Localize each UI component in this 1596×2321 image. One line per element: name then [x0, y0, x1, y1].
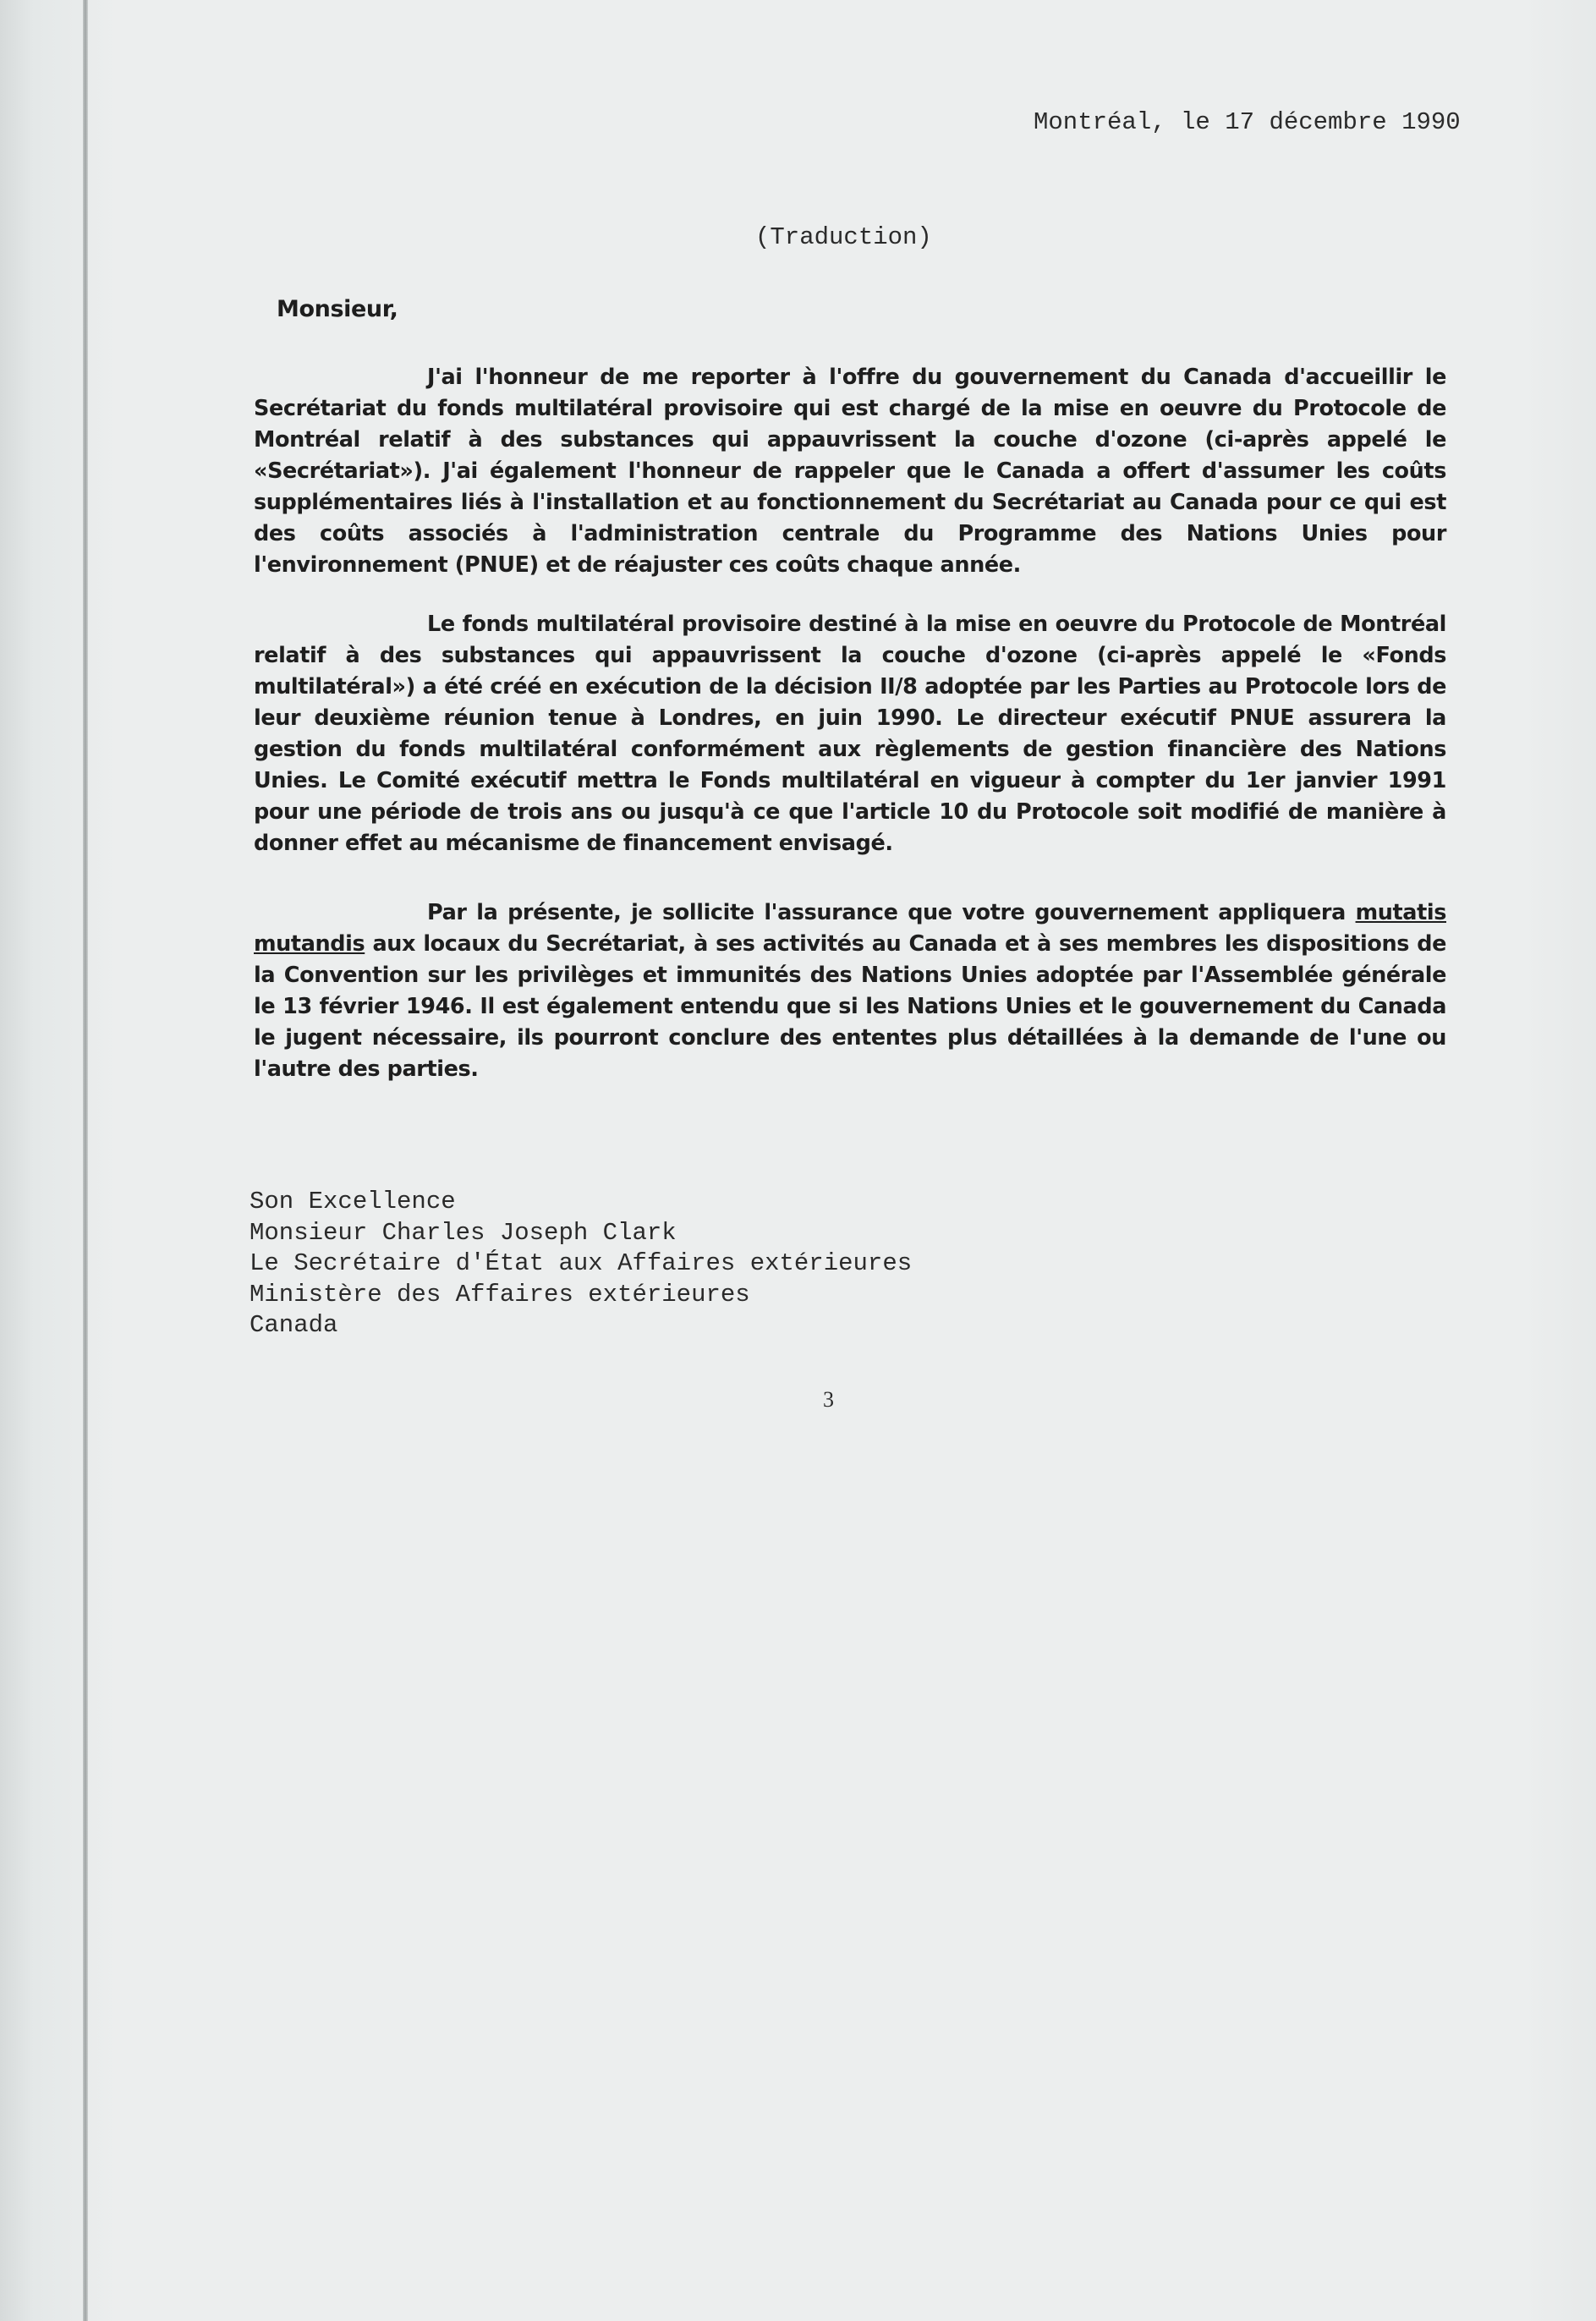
paragraph-3-after: aux locaux du Secrétariat, à ses activités au Canada et à ses membres les dispositions de la Convention sur les privilèges et immunités des Nations Unies adoptée par l'Assemblée générale le 13 février 1946. Il est également entendu que si les Nations Unies et le gouvernement du Canada le jugent nécessaire, ils pourront conclure des ententes plus détaillées à la demande de l'une ou l'autre des parties. — [254, 931, 1446, 1082]
letter-date: Montréal, le 17 décembre 1990 — [1034, 108, 1461, 136]
paragraph-1 — [254, 362, 1446, 581]
paragraph-1-text: J'ai l'honneur de me reporter à l'offre du gouvernement du Canada d'accueillir le Secrétariat du fonds multilatéral provisoire qui est chargé de la mise en oeuvre du Protocole de Montréal relatif à des substances qui appauvrissent la couche d'ozone (ci-après appelé le «Secrétariat»). J'ai également l'honneur de rappeler que le Canada a offert d'assumer les coûts supplémentaires liés à l'installation et au fonctionnement du Secrétariat au Canada pour ce qui est des coûts associés à l'administration centrale du Programme des Nations Unies pour l'environnement (PNUE) et de réajuster ces coûts chaque année. — [254, 365, 1446, 578]
addressee-line: Monsieur Charles Joseph Clark — [250, 1218, 677, 1247]
translation-note: (Traduction) — [755, 223, 932, 251]
page-number: 3 — [823, 1387, 834, 1412]
addressee-line: Ministère des Affaires extérieures — [250, 1280, 750, 1309]
paragraph-2-text: Le fonds multilatéral provisoire destiné à la mise en oeuvre du Protocole de Montréal relatif à des substances qui appauvrissent la couche d'ozone (ci-après appelé le «Fonds multilatéral») a été créé en exécution de la décision II/8 adoptée par les Parties au Protocole lors de leur deuxième réunion tenue à Londres, en juin 1990. Le directeur exécutif PNUE assurera la gestion du fonds multilatéral conformément aux règlements de gestion financière des Nations Unies. Le Comité exécutif mettra le Fonds multilatéral en vigueur à compter du 1er janvier 1991 pour une période de trois ans ou jusqu'à ce que l'article 10 du Protocole soit modifié de manière à donner effet au mécanisme de financement envisagé. — [254, 612, 1446, 856]
page-binding-edge — [83, 0, 88, 2321]
addressee-block — [250, 1187, 912, 1342]
addressee-line: Le Secrétaire d'État aux Affaires extérieures — [250, 1249, 913, 1277]
paragraph-3 — [254, 897, 1446, 1085]
addressee-line: Son Excellence — [250, 1188, 456, 1215]
paragraph-3-before: Par la présente, je sollicite l'assurance que votre gouvernement appliquera — [427, 900, 1356, 925]
latin-phrase-underlined: mutatis mutandis — [254, 900, 1446, 957]
paragraph-2 — [254, 609, 1446, 859]
salutation: Monsieur, — [277, 296, 398, 322]
addressee-line: Canada — [250, 1311, 338, 1339]
